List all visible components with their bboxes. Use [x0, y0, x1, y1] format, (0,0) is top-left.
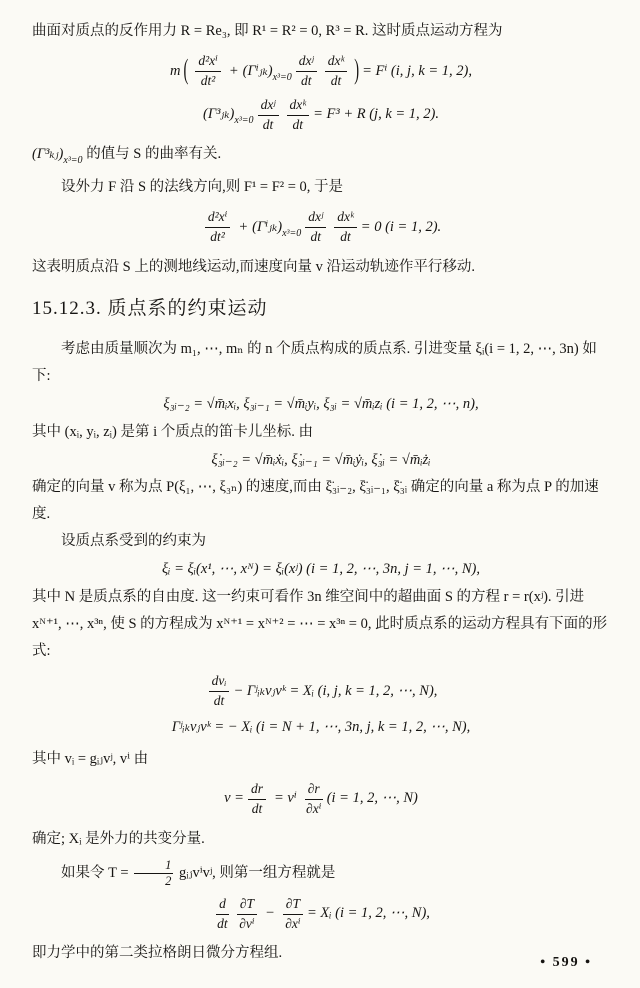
equation	[224, 780, 418, 816]
fraction-numerator: ∂T	[237, 897, 257, 915]
plus-operator: +	[228, 62, 239, 79]
fraction-denominator: dt²	[210, 229, 225, 245]
equation	[201, 209, 442, 245]
equation	[203, 96, 439, 132]
fraction	[325, 54, 348, 89]
formula-motion-first-group	[32, 674, 610, 709]
fraction-numerator: d²xⁱ	[205, 210, 231, 228]
fraction-numerator: 1	[134, 859, 173, 874]
formula-lagrange-equation	[32, 897, 610, 932]
evaluated-at-subscript: x³=0	[234, 115, 254, 127]
equation: Γʲᵢₖvⱼvᵏ = − Xᵢ (i = N + 1, ⋯, 3n, j, k = 1, 2, ⋯, N),	[171, 718, 471, 735]
fraction-numerator: dxʲ	[296, 54, 317, 72]
fraction-numerator: dxᵏ	[325, 54, 348, 72]
fraction	[305, 782, 323, 817]
fraction-numerator: dxʲ	[258, 98, 279, 116]
fraction-denominator: dt²	[200, 72, 216, 88]
curvature-note-text: 的值与 S 的曲率有关.	[82, 146, 222, 163]
paragraph-constraint-intro: 设质点系受到的约束为	[61, 533, 206, 550]
kinetic-energy-pre: 如果令 T =	[61, 864, 133, 881]
fraction-numerator: d	[216, 897, 229, 915]
fraction	[258, 98, 279, 133]
paragraph-particle-system-intro: 考虑由质量顺次为 m₁, ⋯, mₙ 的 n 个质点构成的质点系. 引进变量 ξᵢ(i = 1, 2, ⋯, 3n) 如下:	[32, 340, 597, 384]
equation: ξ̇₃ᵢ₋₂ = √m̄ᵢẋᵢ, ξ̇₃ᵢ₋₁ = √m̄ᵢẏᵢ, ξ̇₃ᵢ = √m̄ᵢżᵢ	[211, 451, 431, 468]
fraction-numerator: dr	[248, 782, 266, 800]
evaluated-at-subscript: x³=0	[272, 71, 292, 83]
fraction	[248, 782, 266, 817]
fraction	[296, 54, 317, 89]
fraction-denominator: dt	[213, 693, 225, 709]
paragraph-covariant-velocity: 其中 vᵢ = gᵢⱼvʲ, vⁱ 由	[32, 750, 149, 767]
equation-lhs: v =	[224, 790, 244, 807]
fraction-denominator: ∂xⁱ	[306, 800, 322, 816]
paragraph-cartesian-coords: 其中 (xᵢ, yᵢ, zᵢ) 是第 i 个质点的笛卡儿坐标. 由	[32, 423, 313, 440]
fraction	[287, 98, 310, 133]
left-paren: (	[183, 54, 189, 87]
fraction	[216, 897, 229, 932]
fraction	[237, 897, 257, 932]
formula-xi-dot-definition	[32, 451, 610, 470]
fraction-numerator: dxᵏ	[334, 210, 357, 228]
paragraph-velocity-acceleration: 确定的向量 v 称为点 P(ξ₁, ⋯, ξ₃ₙ) 的速度,而由 ξ̈₃ᵢ₋₂, ξ̈₃ᵢ₋₁, ξ̈₃ᵢ 确定的向量 a 称为点 P 的加速度.	[32, 479, 599, 523]
formula-constraint	[32, 560, 610, 579]
equation: ξ₃ᵢ₋₂ = √m̄ᵢxᵢ, ξ₃ᵢ₋₁ = √m̄ᵢyᵢ, ξ₃ᵢ = √m̄ᵢzᵢ (i = 1, 2, ⋯, n),	[163, 395, 479, 412]
equation: ξᵢ = ξᵢ(x¹, ⋯, xᴺ) = ξᵢ(xʲ) (i = 1, 2, ⋯, 3n, j = 1, ⋯, N),	[161, 561, 481, 578]
page-number: • 599 •	[540, 955, 592, 970]
mass-symbol: m	[169, 62, 181, 79]
one-half-fraction	[134, 859, 173, 888]
paragraph-lagrange-conclusion: 即力学中的第二类拉格朗日微分方程组.	[32, 945, 283, 962]
paragraph-curvature-note	[32, 141, 610, 174]
fraction-numerator: ∂T	[283, 897, 303, 915]
fraction	[334, 210, 357, 245]
equation-rhs: = F³ + R (j, k = 1, 2).	[313, 106, 439, 123]
evaluated-at-subscript: x³=0	[282, 228, 302, 240]
paragraph-degrees-of-freedom: 其中 N 是质点系的自由度. 这一约束可看作 3n 维空间中的超曲面 S 的方程 r = r(xʲ). 引进 xᴺ⁺¹, ⋯, x³ⁿ, 使 S 的方程成为 xᴺ⁺¹ = xᴺ⁺² = ⋯ = x³ⁿ = 0, 此时质点系的运动方程具有下面的形式:	[32, 589, 608, 660]
section-heading: 15.12.3. 质点系的约束运动	[32, 298, 268, 320]
equation	[205, 673, 438, 709]
paragraph-geodesic-conclusion: 这表明质点沿 S 上的测地线运动,而速度向量 v 沿运动轨迹作平行移动.	[32, 259, 476, 276]
paragraph-kinetic-energy	[32, 859, 610, 888]
fraction-numerator: dxᵏ	[287, 98, 310, 116]
evaluated-at-subscript: x³=0	[63, 155, 83, 167]
christoffel-symbol: (Γⁱⱼₖ)	[242, 62, 273, 79]
paragraph-reaction-force: 曲面对质点的反作用力 R = Re₃, 即 R¹ = R² = 0, R³ = R. 这时质点运动方程为	[32, 23, 503, 39]
fraction-numerator: dvᵢ	[209, 674, 230, 692]
plus-operator: +	[238, 219, 249, 236]
formula-normal-component	[32, 98, 610, 133]
formula-xi-definition	[32, 395, 610, 414]
equation	[169, 53, 472, 88]
formula-geodesic-equation	[32, 210, 610, 245]
christoffel-symbol: (Γ³ⱼₖ)	[203, 106, 235, 123]
fraction-denominator: 2	[165, 873, 172, 888]
minus-operator: −	[265, 905, 275, 922]
fraction-denominator: dt	[300, 72, 312, 88]
equals-v-term: = vⁱ	[274, 790, 297, 807]
fraction	[205, 210, 231, 245]
fraction-denominator: dt	[262, 116, 274, 132]
christoffel-symbol: (Γⁱⱼₖ)	[252, 219, 283, 236]
right-paren: )	[354, 54, 360, 87]
formula-velocity-vector	[32, 782, 610, 817]
equation	[212, 895, 430, 931]
fraction	[283, 897, 303, 932]
paragraph-covariant-force: 确定; Xᵢ 是外力的共变分量.	[32, 830, 205, 847]
formula-motion-equation	[32, 54, 610, 89]
formula-motion-second-group	[32, 718, 610, 737]
fraction-numerator: d²xⁱ	[195, 54, 221, 72]
fraction-denominator: dt	[251, 800, 263, 816]
kinetic-energy-post: gᵢⱼvⁱvʲ, 则第一组方程就是	[175, 864, 336, 881]
equation-rhs: (i = 1, 2, ⋯, N)	[326, 790, 418, 807]
fraction	[195, 54, 221, 89]
equation-rhs: = Xᵢ (i = 1, 2, ⋯, N),	[306, 905, 430, 922]
fraction-denominator: dt	[292, 116, 304, 132]
fraction-denominator: dt	[340, 229, 351, 245]
fraction-numerator: ∂r	[305, 782, 323, 800]
equation-rhs: = 0 (i = 1, 2).	[360, 219, 442, 236]
paragraph-external-force: 设外力 F 沿 S 的法线方向,则 F¹ = F² = 0, 于是	[61, 179, 344, 196]
fraction-denominator: dt	[217, 915, 228, 931]
equation-rhs: = Fⁱ (i, j, k = 1, 2),	[362, 62, 472, 79]
fraction-denominator: dt	[310, 229, 321, 245]
fraction-denominator: ∂vⁱ	[239, 915, 255, 931]
fraction-denominator: dt	[330, 72, 342, 88]
fraction-numerator: dxʲ	[305, 210, 326, 228]
christoffel-symbol: (Γ³ₖⱼ)	[32, 146, 64, 163]
fraction	[305, 210, 326, 245]
equation-rest: − Γʲᵢₖvⱼvᵏ = Xᵢ (i, j, k = 1, 2, ⋯, N),	[233, 682, 438, 699]
fraction-denominator: ∂xⁱ	[285, 915, 301, 931]
fraction	[209, 674, 230, 709]
